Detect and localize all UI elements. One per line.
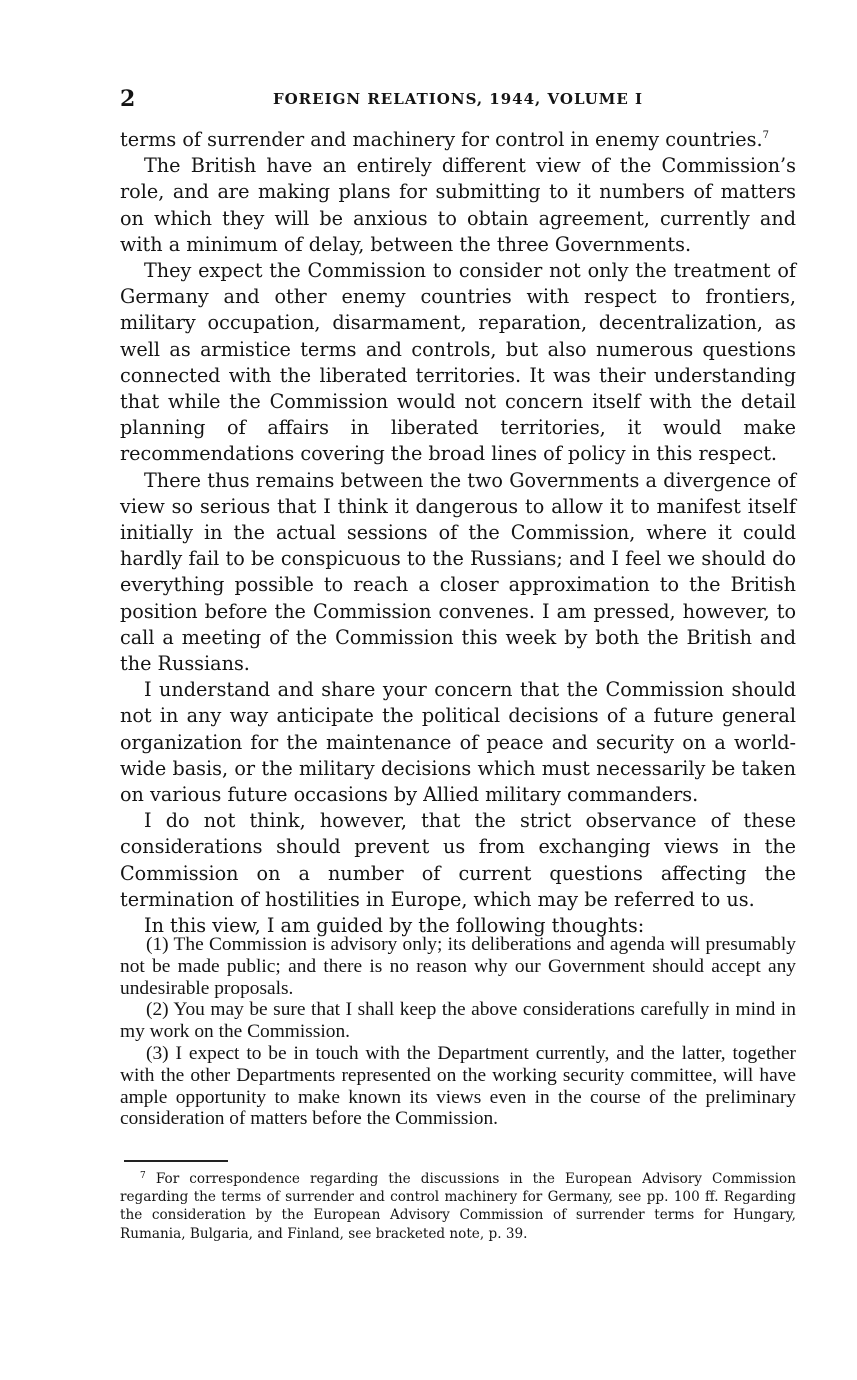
page-number: 2 [120,86,136,112]
paragraph-continuation [120,127,796,153]
numbered-point: (3) I expect to be in touch with the Department currently, and the latter, together with the other Departments represented on the working security committee, will have ample opportunity to make known its views even in the course of the preliminary consideration of matters before the Commission. [120,1042,796,1130]
page-header [120,86,796,110]
paragraph: They expect the Commission to consider not only the treatment of Germany and other enemy countries with respect to frontiers, military occupation, disarmament, reparation, decentralization, as well as armistice terms and controls, but also numerous questions connected with the liberated territories. It was their understanding that while the Commission would not concern itself with the detail planning of affairs in liberated territories, it would make recommendations covering the broad lines of policy in this respect. [120,259,796,466]
footnote-reference: 7 [762,130,769,141]
paragraph: In this view, I am guided by the following thoughts: [144,914,645,938]
numbered-point: (2) You may be sure that I shall keep the above considerations carefully in mind in my work on the Commission. [120,999,796,1043]
letter-body [120,127,796,939]
paragraph: The British have an entirely different view of the Commission’s role, and are making plans for submitting to it numbers of matters on which they will be anxious to obtain agreement, currently and with a minimum of delay, between the three Governments. [120,154,796,256]
numbered-point: (1) The Commission is advisory only; its deliberations and agenda will presumably not be made public; and there is no reason why our Government should accept any undesirable proposals. [120,934,796,999]
paragraph-text: terms of surrender and machinery for control in enemy countries. [120,128,763,151]
footnote [120,1170,796,1243]
paragraph: I understand and share your concern that the Commission should not in any way anticipate the political decisions of a future general organization for the maintenance of peace and security on a world-wide basis, or the military decisions which must necessarily be taken on various future occasions by Allied military commanders. [120,678,796,807]
numbered-points [120,934,796,1130]
footnote-marker: 7 [140,1171,146,1181]
footnote-text: For correspondence regarding the discussions in the European Advisory Commission regarding the terms of surrender and control machinery for Germany, see pp. 100 ff. Regarding the consideration by the European Advisory Commission of surrender terms for Hungary, Rumania, Bulgaria, and Finland, see bracketed note, p. 39. [120,1171,796,1242]
running-head: FOREIGN RELATIONS, 1944, VOLUME I [272,90,644,108]
footnote-divider [124,1160,228,1162]
paragraph: There thus remains between the two Governments a divergence of view so serious that I think it dangerous to allow it to manifest itself initially in the actual sessions of the Commission, where it could hardly fail to be conspicuous to the Russians; and I feel we should do everything possible to reach a closer approximation to the British position before the Commission convenes. I am pressed, however, to call a meeting of the Commission this week by both the British and the Russians. [120,468,796,676]
paragraph: I do not think, however, that the strict observance of these considerations should prevent us from exchanging views in the Commission on a number of current questions affecting the termination of hostilities in Europe, which may be referred to us. [120,809,796,911]
